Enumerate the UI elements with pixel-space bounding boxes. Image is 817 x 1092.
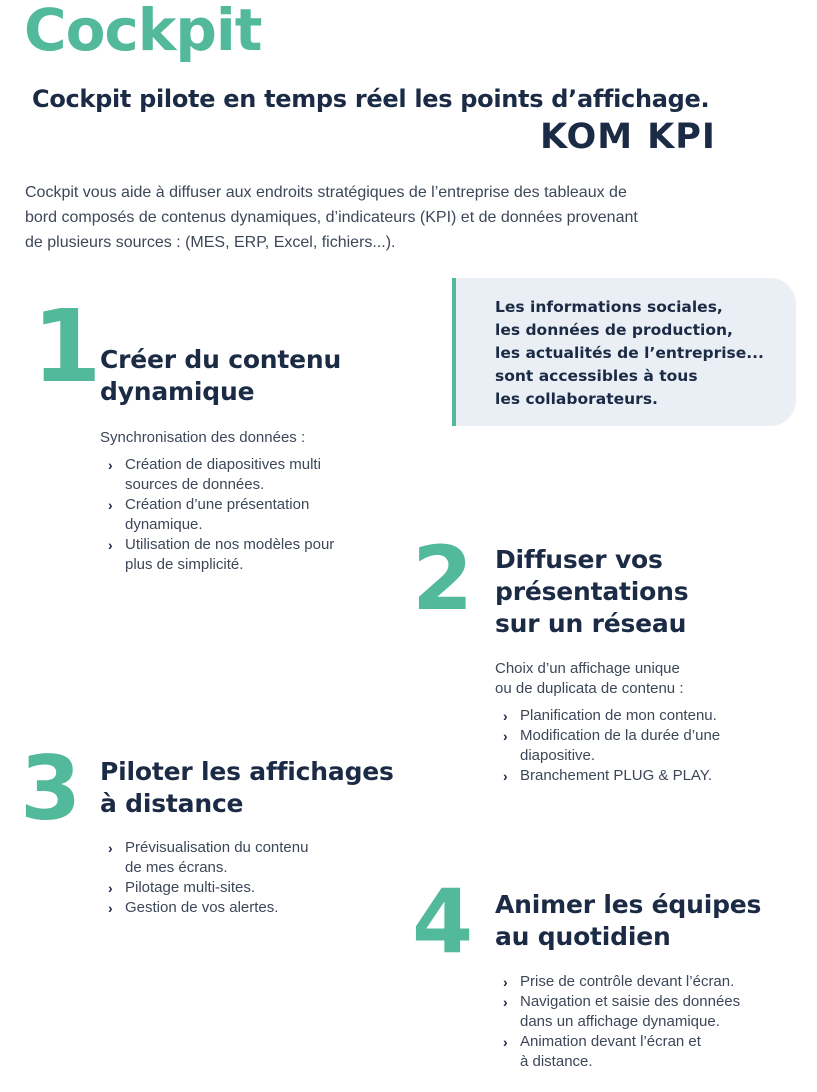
title-line: Créer du contenu xyxy=(100,345,342,374)
callout-line: sont accessibles à tous xyxy=(495,367,698,385)
section-2-list xyxy=(495,706,720,786)
title-line: à distance xyxy=(100,789,244,818)
callout-line: les collaborateurs. xyxy=(495,390,658,408)
title-line: Animer les équipes xyxy=(495,890,762,919)
section-1-list xyxy=(100,455,334,575)
chevron-right-icon: › xyxy=(503,728,508,744)
title-line: Diffuser vos xyxy=(495,545,663,574)
list-item: › Navigation et saisie des données dans un affichage dynamique. xyxy=(503,993,741,1030)
section-4-list xyxy=(495,972,740,1072)
section-4-title xyxy=(495,889,761,953)
callout-line: les actualités de l’entreprise... xyxy=(495,344,764,362)
step-number-4: 4 xyxy=(412,870,474,973)
section-1-title xyxy=(100,344,341,408)
logo-kpi: KPI xyxy=(647,117,716,157)
list-item: › Branchement PLUG & PLAY. xyxy=(503,767,713,784)
title-line: sur un réseau xyxy=(495,609,687,638)
page-subtitle: Cockpit pilote en temps réel les points d’affichage. xyxy=(32,85,710,113)
list-item: › Création d’une présentation dynamique. xyxy=(108,496,310,533)
chevron-right-icon: › xyxy=(503,1034,508,1050)
chevron-right-icon: › xyxy=(503,974,508,990)
lead-line: ou de duplicata de contenu : xyxy=(495,680,684,697)
intro-paragraph xyxy=(25,180,765,255)
list-item: › Création de diapositives multi sources de données. xyxy=(108,456,321,493)
chevron-right-icon: › xyxy=(108,900,113,916)
section-3-list xyxy=(100,838,308,918)
list-item: › Modification de la durée d’une diapositive. xyxy=(503,727,721,764)
list-item: › Utilisation de nos modèles pour plus de simplicité. xyxy=(108,536,335,573)
chevron-right-icon: › xyxy=(108,537,113,553)
section-3-title xyxy=(100,756,394,820)
logo-kom: KOM xyxy=(540,117,634,157)
list-item: › Planification de mon contenu. xyxy=(503,707,717,724)
title-line: dynamique xyxy=(100,377,255,406)
chevron-right-icon: › xyxy=(503,768,508,784)
step-number-1: 1 xyxy=(32,288,102,405)
brand-title: Cockpit xyxy=(24,0,262,64)
section-2-title xyxy=(495,544,688,640)
callout-line: Les informations sociales, xyxy=(495,298,723,316)
kom-kpi-logo xyxy=(540,117,716,157)
list-item: › Prise de contrôle devant l’écran. xyxy=(503,973,735,990)
callout-box xyxy=(452,278,796,426)
step-number-2: 2 xyxy=(412,527,474,630)
step-number-3: 3 xyxy=(20,737,82,840)
intro-line: bord composés de contenus dynamiques, d’indicateurs (KPI) et de données provenant xyxy=(25,209,638,226)
list-item: › Animation devant l’écran et à distance. xyxy=(503,1033,701,1070)
callout-line: les données de production, xyxy=(495,321,733,339)
list-item: › Pilotage multi-sites. xyxy=(108,879,256,896)
intro-line: de plusieurs sources : (MES, ERP, Excel, fichiers...). xyxy=(25,234,396,251)
chevron-right-icon: › xyxy=(503,994,508,1010)
chevron-right-icon: › xyxy=(503,708,508,724)
section-1-lead xyxy=(100,428,305,448)
chevron-right-icon: › xyxy=(108,840,113,856)
section-2-lead xyxy=(495,659,683,699)
chevron-right-icon: › xyxy=(108,497,113,513)
title-line: présentations xyxy=(495,577,689,606)
intro-line: Cockpit vous aide à diffuser aux endroits stratégiques de l’entreprise des tableaux de xyxy=(25,184,627,201)
chevron-right-icon: › xyxy=(108,457,113,473)
chevron-right-icon: › xyxy=(108,880,113,896)
list-item: › Gestion de vos alertes. xyxy=(108,899,279,916)
title-line: au quotidien xyxy=(495,922,671,951)
lead-line: Synchronisation des données : xyxy=(100,429,306,446)
lead-line: Choix d’un affichage unique xyxy=(495,660,680,677)
title-line: Piloter les affichages xyxy=(100,757,394,786)
list-item: › Prévisualisation du contenu de mes écrans. xyxy=(108,839,309,876)
